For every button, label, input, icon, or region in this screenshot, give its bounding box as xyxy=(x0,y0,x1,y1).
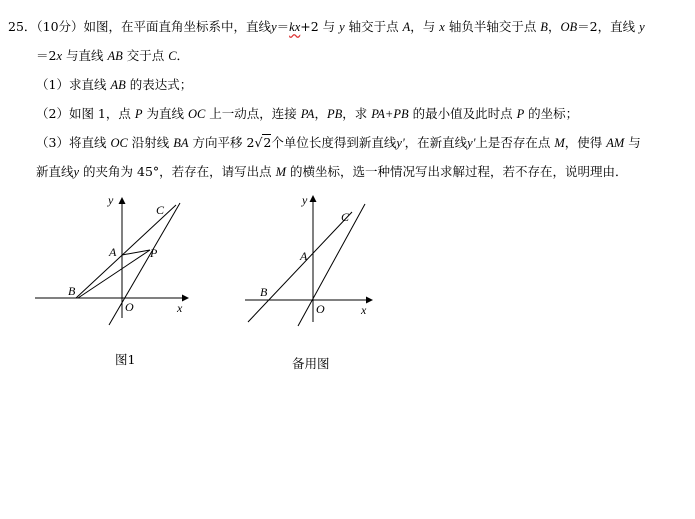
figure-1 xyxy=(30,190,200,330)
problem-line-1 xyxy=(8,17,645,35)
label-O: O xyxy=(125,300,134,314)
coefficient: 2 xyxy=(246,135,255,150)
point-M: M xyxy=(554,136,565,150)
point-C: C xyxy=(168,49,177,63)
text: 的夹角为 45°，若存在，请写出点 xyxy=(79,164,276,179)
line-OC: OC xyxy=(110,136,128,150)
var-y-prime: y' xyxy=(467,136,476,150)
text: 上一动点，连接 xyxy=(205,106,301,121)
sqrt-symbol: √2 xyxy=(254,135,272,150)
text: 与 xyxy=(624,135,641,150)
text: （1）求直线 xyxy=(36,77,111,92)
line-AB xyxy=(248,212,352,322)
label-y: y xyxy=(108,193,114,207)
var-kx: kx xyxy=(289,20,301,34)
question-3 xyxy=(36,133,641,151)
text: ， xyxy=(314,106,327,121)
var-y: y xyxy=(339,20,345,34)
label-x: x xyxy=(361,303,367,317)
label-P: P xyxy=(150,246,158,260)
segment-PA: PA xyxy=(300,107,315,121)
problem-line-2 xyxy=(36,46,189,64)
label-A: A xyxy=(109,245,117,259)
text: 与直线 xyxy=(62,48,108,63)
text: 为直线 xyxy=(142,106,188,121)
line-AB: AB xyxy=(107,49,123,63)
figure-1-caption: 图1 xyxy=(115,352,136,367)
problem-number-intro: 25．（10分）如图，在平面直角坐标系中，直线 xyxy=(8,19,272,34)
text: ，与 xyxy=(410,19,440,34)
label-y: y xyxy=(302,193,308,207)
segment-PB: PB xyxy=(326,107,343,121)
text: ，在新直线 xyxy=(404,135,468,150)
sum-PA-PB: PA+PB xyxy=(371,107,409,121)
question-2 xyxy=(36,104,578,122)
text: 轴交于点 xyxy=(344,19,403,34)
text: ＝2，直线 xyxy=(577,19,640,34)
var-x: x xyxy=(439,20,445,34)
text: 轴负半轴交于点 xyxy=(444,19,541,34)
segment-AM: AM xyxy=(606,136,625,150)
radicand: 2 xyxy=(263,135,272,150)
text: 的坐标； xyxy=(524,106,579,121)
question-3-continued xyxy=(36,162,628,180)
text: （3）将直线 xyxy=(36,135,111,150)
text: 上是否存在点 xyxy=(475,135,555,150)
text: （2）如图 1，点 xyxy=(36,106,135,121)
equals: ＝ xyxy=(276,19,290,34)
var-y: y xyxy=(73,165,80,179)
text: 的表达式； xyxy=(125,77,193,92)
question-1 xyxy=(36,75,192,93)
text: ，使得 xyxy=(564,135,607,150)
var-y: y xyxy=(639,20,645,34)
line-AB xyxy=(76,205,176,298)
text: 的横坐标，选一种情况写出求解过程，若不存在，说明理由． xyxy=(286,164,628,179)
line-OC xyxy=(298,204,365,326)
point-A: A xyxy=(402,20,411,34)
label-A: A xyxy=(300,249,308,263)
text: 交于点 xyxy=(122,48,169,63)
label-B: B xyxy=(68,284,76,298)
point-B: B xyxy=(540,20,548,34)
var-x: x xyxy=(56,49,63,63)
text: 方向平移 xyxy=(188,135,247,150)
figure-2 xyxy=(240,190,380,330)
line-OC: OC xyxy=(187,107,206,121)
label-C: C xyxy=(156,203,165,217)
text: 新直线 xyxy=(36,164,74,179)
var-y: y xyxy=(271,20,277,34)
label-C: C xyxy=(341,210,350,224)
text: ，求 xyxy=(342,106,372,121)
var-y-prime: y' xyxy=(396,136,405,150)
text: 沿射线 xyxy=(127,135,174,150)
figure-2-caption: 备用图 xyxy=(292,356,330,371)
label-B: B xyxy=(260,285,268,299)
point-M: M xyxy=(275,165,287,179)
ray-BA: BA xyxy=(173,136,189,150)
text: ． xyxy=(176,48,190,63)
label-x: x xyxy=(177,301,183,315)
plus-two: +2 xyxy=(300,19,319,34)
label-O: O xyxy=(316,302,325,316)
text: 的最小值及此时点 xyxy=(408,106,517,121)
point-P: P xyxy=(516,107,525,121)
text: ， xyxy=(547,19,561,34)
segment-OB: OB xyxy=(560,20,578,34)
text: 个单位长度得到新直线 xyxy=(271,135,397,150)
line-OC xyxy=(109,203,180,325)
text: 与 xyxy=(318,19,340,34)
text: ＝2 xyxy=(36,48,57,63)
point-P: P xyxy=(134,107,143,121)
line-AB: AB xyxy=(110,78,126,92)
